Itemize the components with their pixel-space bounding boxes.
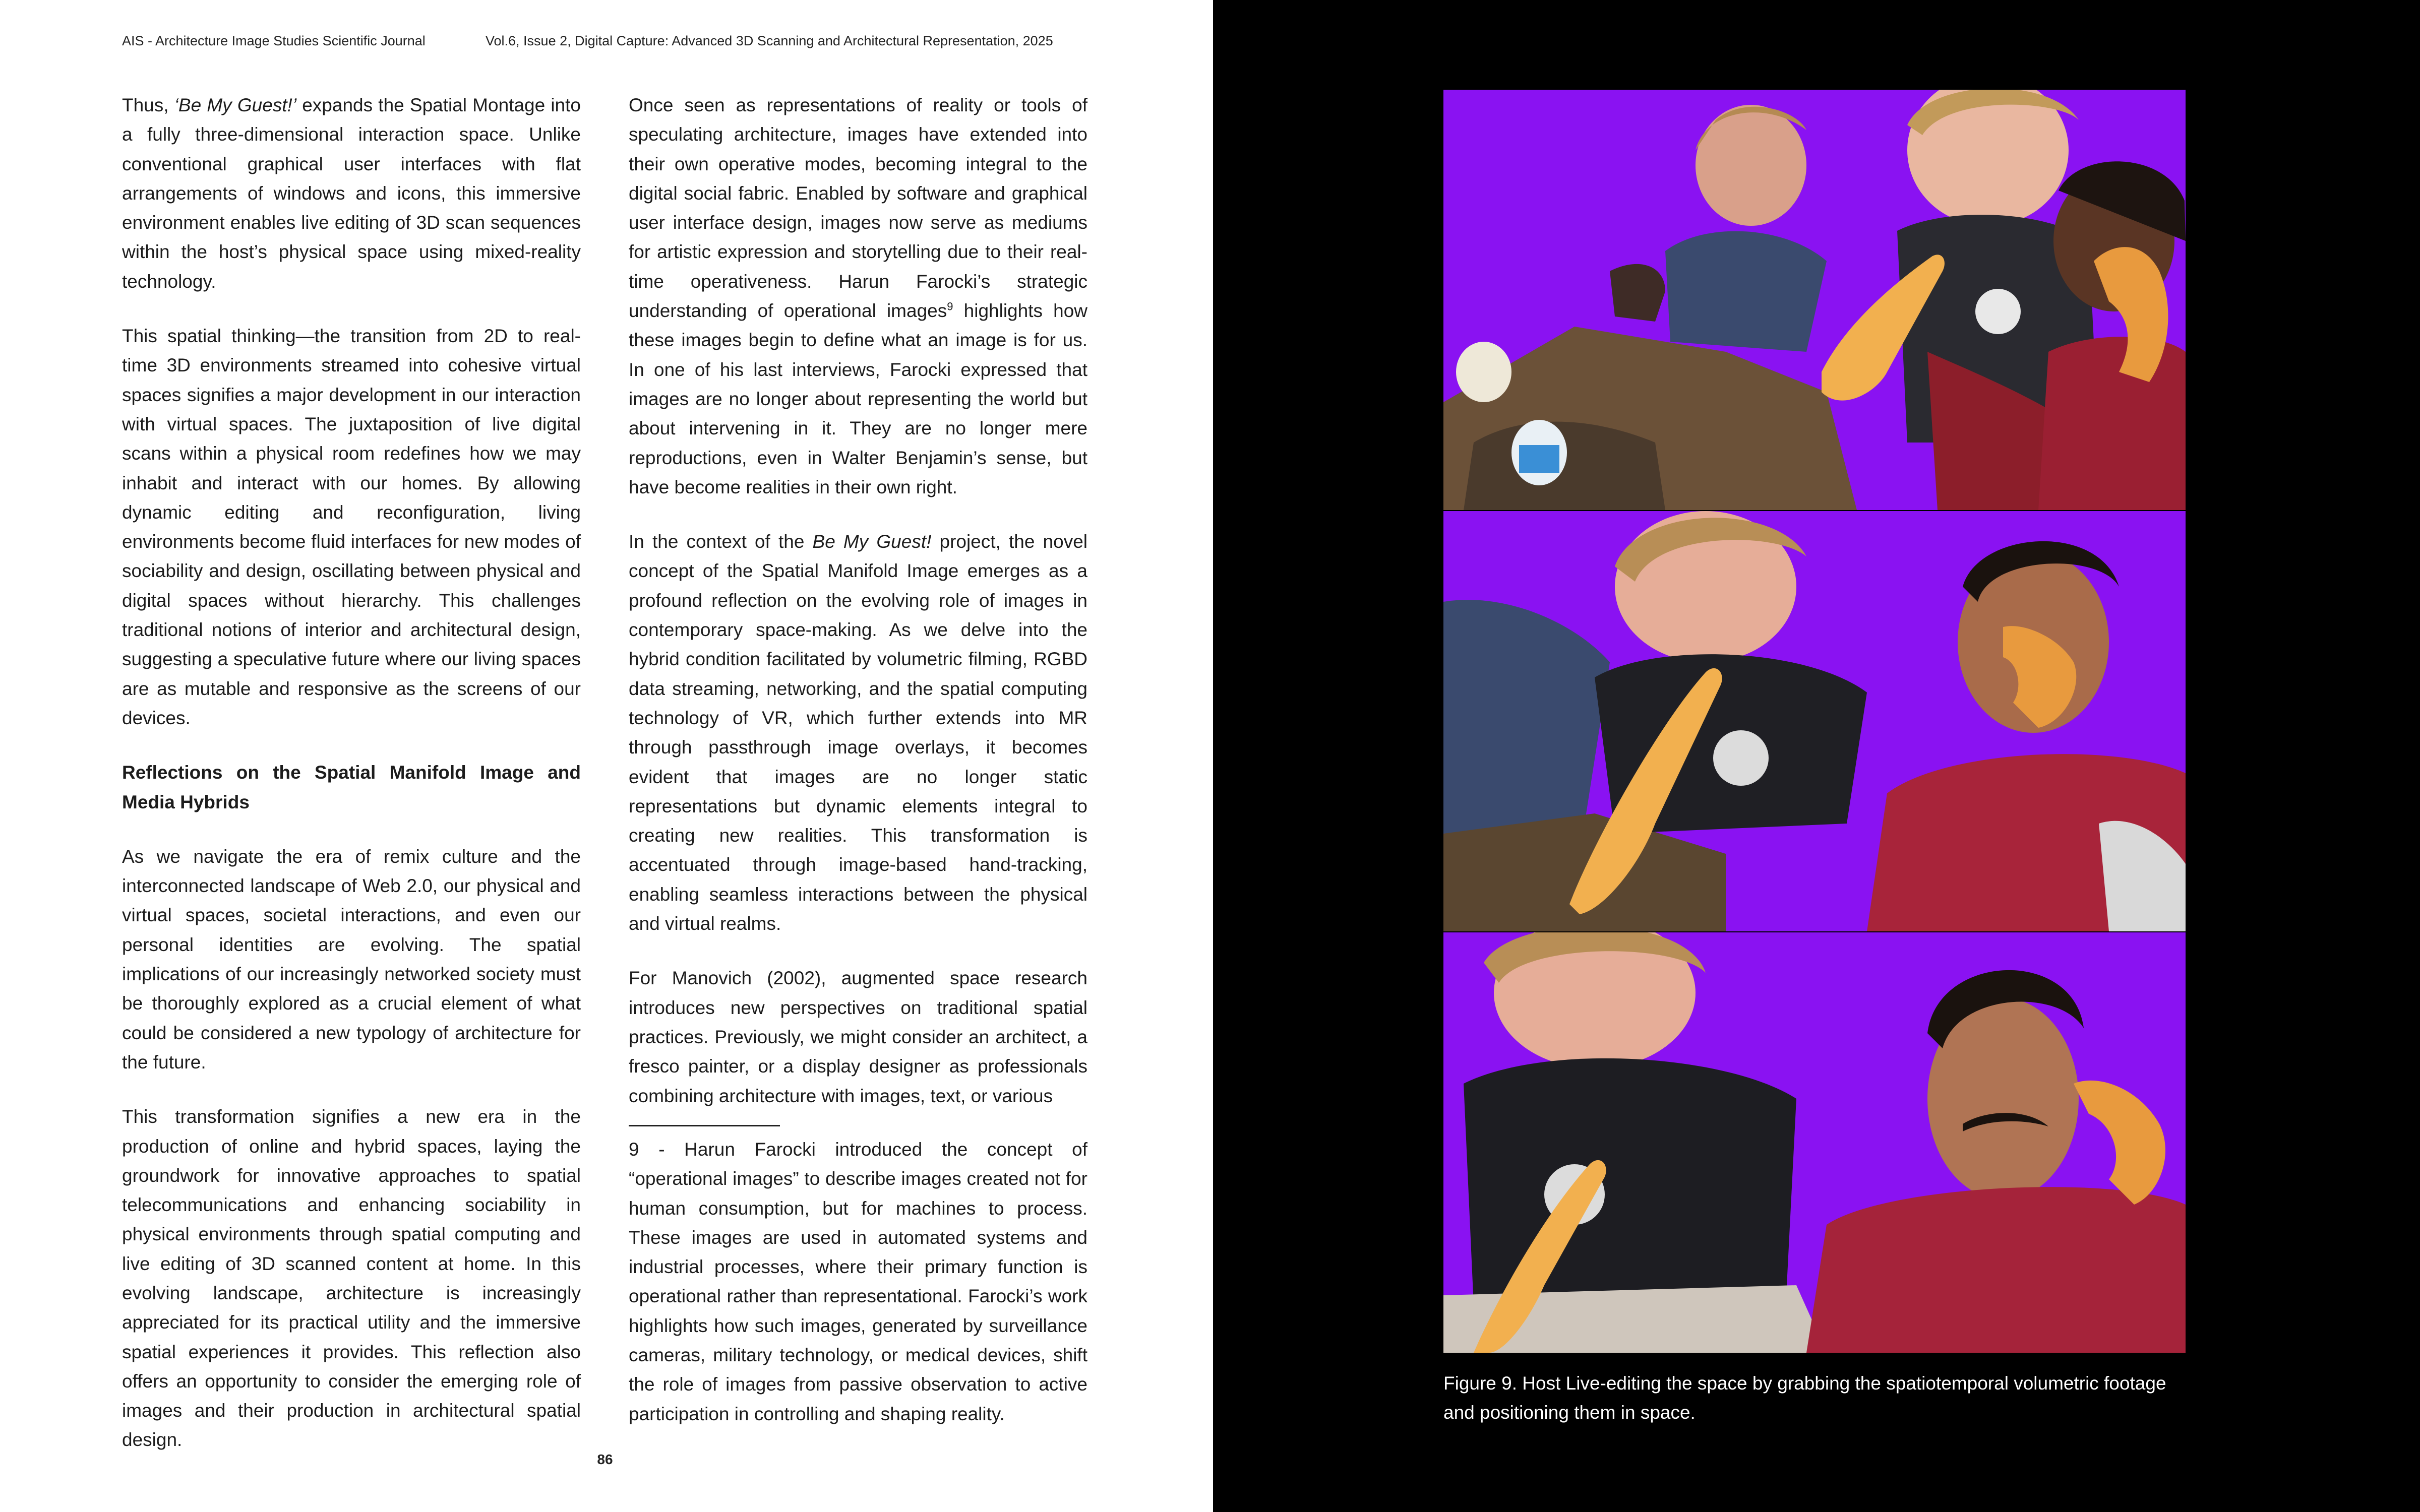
volumetric-scan-image bbox=[1443, 511, 2186, 931]
text-column-right bbox=[629, 91, 1087, 1111]
page-number: 86 bbox=[597, 1452, 613, 1467]
volumetric-scan-image bbox=[1443, 90, 2186, 510]
paragraph: This spatial thinking—the transition from 2D to real-time 3D environments streamed into cohesive virtual spaces signifies a major development in our interaction with virtual spaces. The juxtaposition of live digital scans within a physical room redefines how we may inhabit and interact with our homes. By allowing dynamic editing and reconfiguration, living environments become fluid interfaces for new modes of sociability and design, oscillating between physical and digital spaces without hierarchy. This challenges traditional notions of interior and architectural design, suggesting a speculative future where our living spaces are as mutable and responsive as the screens of our devices. bbox=[122, 326, 581, 728]
section-heading: Reflections on the Spatial Manifold Image and Media Hybrids bbox=[122, 762, 581, 812]
volumetric-scan-image bbox=[1443, 932, 2186, 1353]
footnote: 9 - Harun Farocki introduced the concept of “operational images” to describe images created not for human consumption, but for machines to process. These images are used in automated systems and industrial processes, where their primary function is operational rather than representational. Farocki’s work highlights how such images, generated by surveillance cameras, military technology, or medical devices, shift the role of images from passive observation to active participation in controlling and shaping reality. bbox=[629, 1139, 1087, 1424]
paragraph: As we navigate the era of remix culture and the interconnected landscape of Web 2.0, our physical and virtual spaces, societal interactions, and even our personal identities are evolving. The spatial implications of our increasingly networked society must be thoroughly explored as a crucial element of what could be considered a new typology of architecture for the future. bbox=[122, 846, 581, 1073]
paragraph: In the context of the Be My Guest! project, the novel concept of the Spatial Manifold Image emerges as a profound reflection on the evolving role of images in contemporary space-making. As we delve into the hybrid condition facilitated by volumetric filming, RGBD data streaming, networking, and the spatial computing technology of VR, which further extends into MR through passthrough image overlays, it becomes evident that images are no longer static representations but dynamic elements integral to creating new realities. This transformation is accentuated through image-based hand-tracking, enabling seamless interactions between the physical and virtual realms. bbox=[629, 531, 1088, 934]
footnote-marker: 9 bbox=[947, 300, 953, 313]
figure-panel-1 bbox=[1443, 90, 2186, 510]
paragraph: Once seen as representations of reality or tools of speculating architecture, images have extended into their own operative modes, becoming integral to the digital social fabric. Enabled by software and graphical user interface design, images now serve as mediums for artistic expression and storytelling due to their real-time operativeness. Harun Farocki’s strategic understanding of operational images$^9$ highlights how these images begin to define what an image is for us. In one of his last interviews, Farocki expressed that images are no longer about representing the world but about intervening in it. They are no longer mere reproductions, even in Walter Benjamin’s sense, but have become realities in their own right. bbox=[629, 95, 1088, 497]
paragraph: For Manovich (2002), augmented space research introduces new perspectives on traditional spatial practices. Previously, we might consider an architect, a fresco painter, or a display designer as professionals combining architecture with images, text, or various bbox=[629, 968, 1087, 1106]
figure-caption: Figure 9. Host Live-editing the space by grabbing the spatiotemporal volumetric footage and positioning them in space. bbox=[1443, 1373, 2166, 1423]
running-head-issue: Vol.6, Issue 2, Digital Capture: Advanced 3D Scanning and Architectural Representation, 2025 bbox=[486, 33, 1053, 48]
footnote-divider bbox=[629, 1125, 780, 1126]
figure-panel-2 bbox=[1443, 511, 2186, 931]
paragraph: This transformation signifies a new era in the production of online and hybrid spaces, laying the groundwork for innovative approaches to spatial telecommunications and enhancing sociability in physical environments through spatial computing and live editing of 3D scanned content at home. In this evolving landscape, architecture is increasingly appreciated for its practical utility and the immersive spatial experiences it provides. This reflection also offers an opportunity to consider the emerging role of images and their production in architectural spatial design. bbox=[122, 1106, 581, 1451]
running-head-journal: AIS - Architecture Image Studies Scientific Journal bbox=[122, 33, 426, 48]
paragraph: Thus, ‘Be My Guest!’ expands the Spatial Montage into a fully three-dimensional interaction space. Unlike conventional graphical user interfaces with flat arrangements of windows and icons, this immersive environment enables live editing of 3D scan sequences within the host’s physical space using mixed-reality technology. bbox=[122, 95, 581, 292]
figure-panel-3 bbox=[1443, 932, 2186, 1353]
text-column-left bbox=[122, 91, 581, 1480]
